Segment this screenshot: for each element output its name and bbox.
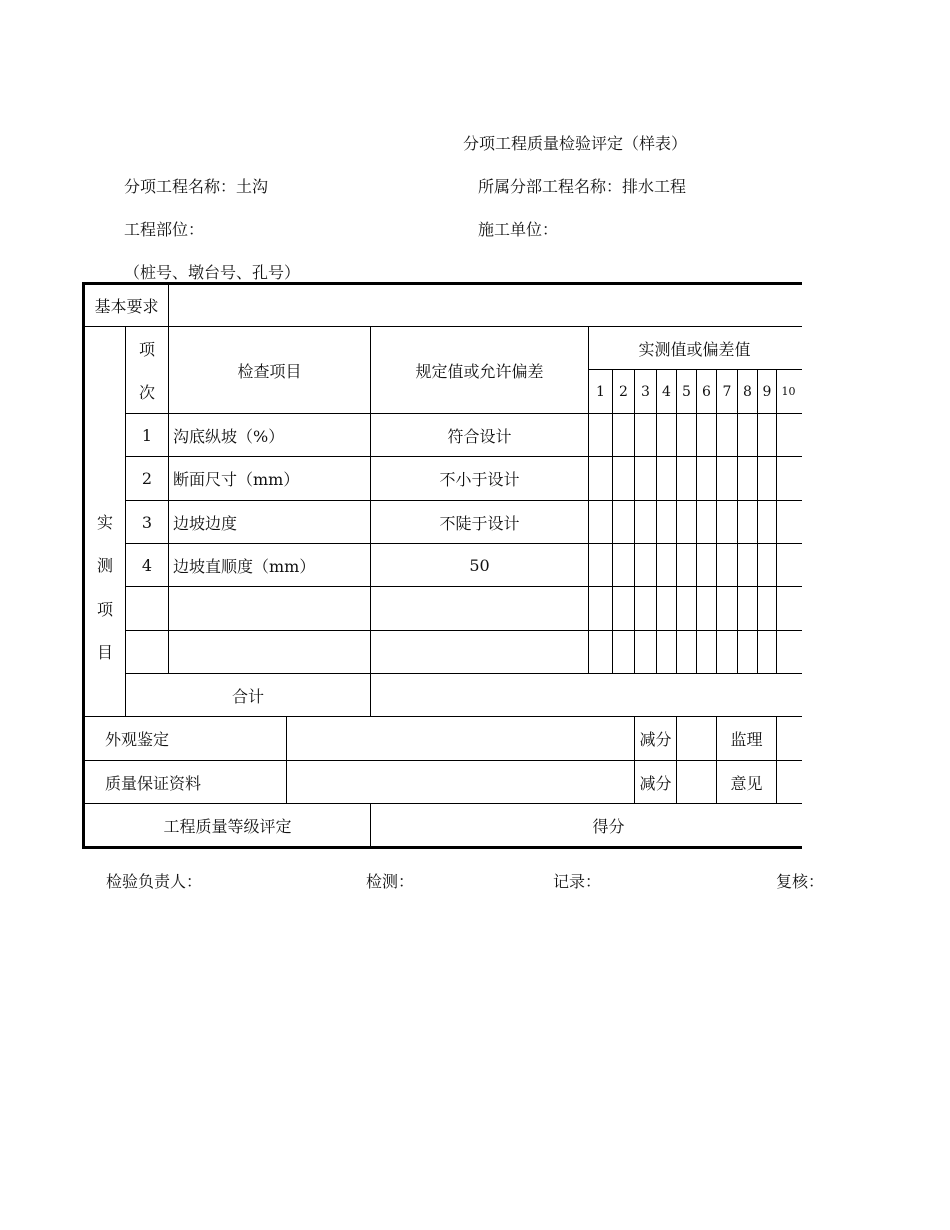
row-seq [126,587,168,630]
row-item [169,631,370,673]
measure-num: 8 [743,383,752,400]
row-item: 断面尺寸（mm） [173,470,300,489]
col-seq-header-2: 次 [138,383,155,402]
reviewer-label: 复核： [776,872,825,891]
contractor-label: 施工单位： [478,220,559,239]
row-spec: 符合设计 [447,426,512,446]
row-seq: 4 [141,555,153,575]
col-measured-header: 实测值或偏差值 [638,339,751,359]
row-seq: 3 [141,512,153,532]
appearance-deduct-value[interactable] [677,717,716,760]
basic-requirements-value[interactable] [169,285,802,326]
measure-num: 7 [722,383,732,400]
row-spec [371,587,588,630]
row-spec: 不陡于设计 [439,513,520,533]
total-label: 合计 [231,686,264,706]
location-note: （桩号、墩台号、孔号） [124,263,301,282]
quality-docs-deduct-label: 减分 [639,773,672,793]
tester-label: 检测： [366,872,415,891]
row-item: 边坡边度 [173,513,238,533]
measure-num: 2 [619,383,628,400]
measure-num: 3 [641,383,650,400]
measured-items-label-char: 实 [96,513,113,532]
measured-items-label-char: 项 [96,599,113,619]
row-item: 边坡直顺度（mm） [173,556,316,576]
appearance-deduct-label: 减分 [639,730,672,749]
total-value[interactable] [371,674,802,716]
measure-num: 9 [762,383,772,400]
score-label: 得分 [592,816,625,836]
row-seq: 1 [141,425,153,445]
measure-num: 1 [596,383,605,400]
grade-label: 工程质量等级评定 [163,816,292,836]
row-seq: 2 [141,469,153,488]
supervision-label-1: 监理 [730,730,763,749]
title-main: 分项工程质量检验评定 [463,134,624,153]
appearance-label: 外观鉴定 [105,730,170,749]
measure-num: 10 [781,385,796,398]
division-value: 排水工程 [622,177,687,196]
col-spec-header: 规定值或允许偏差 [415,361,544,381]
appearance-value[interactable] [287,717,634,760]
item-name-label: 分项工程名称： [124,177,237,196]
quality-docs-deduct-value[interactable] [677,761,716,803]
row-item [169,587,370,630]
division-label: 所属分部工程名称： [478,177,623,196]
supervision-label-2: 意见 [730,773,763,793]
row-seq [126,631,168,673]
title-suffix: （样表） [623,134,688,153]
row-spec: 50 [469,555,490,575]
measure-num: 5 [682,383,691,400]
location-label: 工程部位： [124,220,205,239]
item-name-value: 土沟 [236,177,269,196]
quality-docs-value[interactable] [287,761,634,803]
col-seq-header-1: 项 [138,340,155,359]
row-spec [371,631,588,673]
recorder-label: 记录： [553,872,602,891]
measured-items-label-char: 目 [96,643,113,662]
measured-items-label-char: 测 [96,556,113,575]
inspector-label: 检验负责人： [106,872,203,891]
measure-num: 6 [702,383,711,400]
col-item-header: 检查项目 [237,361,302,381]
measure-num: 4 [662,383,671,400]
quality-docs-label: 质量保证资料 [105,773,202,793]
row-spec: 不小于设计 [439,470,520,489]
row-item: 沟底纵坡（%） [173,426,285,446]
basic-requirements-label: 基本要求 [94,297,159,316]
